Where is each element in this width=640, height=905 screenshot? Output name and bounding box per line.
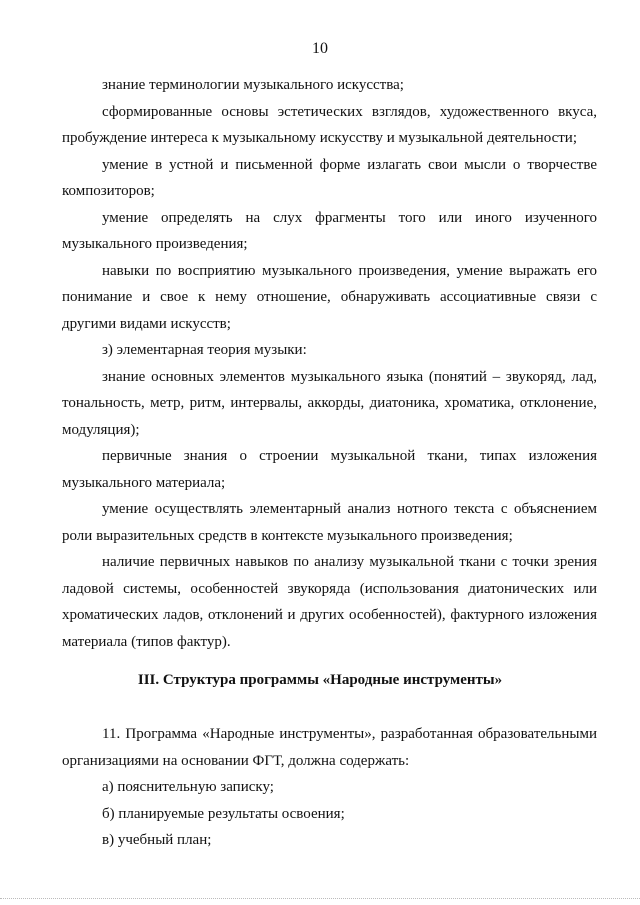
page-number: 10 xyxy=(312,40,328,57)
bottom-rule xyxy=(0,898,640,899)
paragraph-terminology: знание терминологии музыкального искусства; xyxy=(102,77,404,93)
paragraph-music-language: знание основных элементов музыкального языка (понятий – звукоряд, лад, тональность, метр, ритм, интервалы, аккорды, диатоника, хроматика, отклонение, модуляция); xyxy=(62,368,597,438)
list-item-planned-results: б) планируемые результаты освоения; xyxy=(102,805,345,822)
paragraph-texture-analysis: наличие первичных навыков по анализу музыкальной ткани с точки зрения ладовой системы, особенностей звукоряда (использования диатонических или хроматических ладов, отклонений и других особенностей), фактурного изложения материала (типов фактур). xyxy=(62,554,597,650)
section-heading: III. Структура программы «Народные инструменты» xyxy=(137,672,503,688)
list-item-curriculum: в) учебный план; xyxy=(102,832,212,848)
paragraph-oral-written: умение в устной и письменной форме излагать свои мысли о творчестве композиторов; xyxy=(62,156,597,199)
paragraph-program-contents: 11. Программа «Народные инструменты», разработанная образовательными организациями на основании ФГТ, должна содержать: xyxy=(62,726,597,769)
paragraph-perception-skills: навыки по восприятию музыкального произведения, умение выражать его понимание и свое к нему отношение, обнаруживать ассоциативные связи с другими видами искусств; xyxy=(62,262,597,332)
body-text-block-2 xyxy=(62,721,597,854)
body-text-block xyxy=(62,72,597,655)
paragraph-music-texture: первичные знания о строении музыкальной ткани, типах изложения музыкального материала; xyxy=(62,448,597,491)
paragraph-music-theory-heading: з) элементарная теория музыки: xyxy=(102,342,307,358)
list-item-explanatory-note: а) пояснительную записку; xyxy=(102,779,274,795)
paragraph-ear-recognition: умение определять на слух фрагменты того или иного изученного музыкального произведения; xyxy=(62,209,597,252)
paragraph-score-analysis: умение осуществлять элементарный анализ нотного текста с объяснением роли выразительных средств в контексте музыкального произведения; xyxy=(62,501,597,544)
paragraph-aesthetic-views: сформированные основы эстетических взглядов, художественного вкуса, пробуждение интереса к музыкальному искусству и музыкальной деятельности; xyxy=(62,103,597,146)
